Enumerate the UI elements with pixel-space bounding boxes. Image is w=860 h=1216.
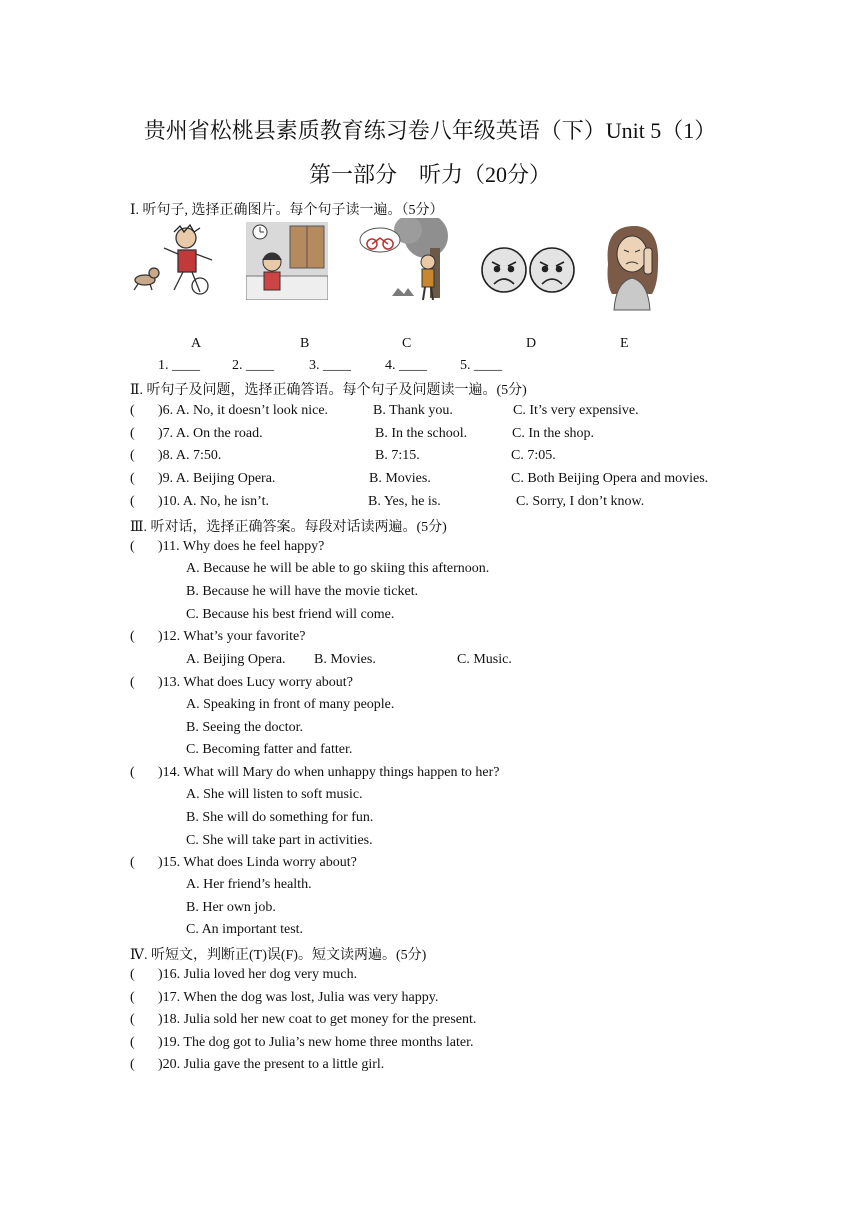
document-title: 贵州省松桃县素质教育练习卷八年级英语（下）Unit 5（1） — [143, 118, 717, 143]
option-9b: B. Movies. — [369, 471, 431, 486]
option-10b: B. Yes, he is. — [368, 494, 441, 509]
option-11c: C. Because his best friend will come. — [186, 607, 395, 622]
option-10c: C. Sorry, I don’t know. — [516, 494, 645, 509]
question-7: )7. A. On the road. — [158, 426, 263, 441]
answer-paren[interactable]: ( — [130, 1012, 135, 1027]
answer-paren[interactable]: ( — [130, 855, 135, 870]
answer-paren[interactable]: ( — [130, 1035, 135, 1050]
answer-paren[interactable]: ( — [130, 990, 135, 1005]
answer-paren[interactable]: ( — [130, 967, 135, 982]
statement-17: )17. When the dog was lost, Julia was very happy. — [158, 990, 439, 1005]
option-13c: C. Becoming fatter and fatter. — [186, 742, 353, 757]
option-12a: A. Beijing Opera. — [186, 652, 286, 667]
question-9: )9. A. Beijing Opera. — [158, 471, 276, 486]
picture-c-boy-tree-bike — [356, 218, 452, 302]
picture-label-d: D — [526, 336, 537, 351]
picture-label-e: E — [620, 336, 629, 351]
picture-label-b: B — [300, 336, 310, 351]
option-15b: B. Her own job. — [186, 900, 276, 915]
answer-paren[interactable]: ( — [130, 675, 135, 690]
answer-paren[interactable]: ( — [130, 539, 135, 554]
answer-blank-1[interactable]: 1. ____ — [158, 358, 200, 373]
option-7b: B. In the school. — [375, 426, 468, 441]
answer-paren[interactable]: ( — [130, 1057, 135, 1072]
option-13a: A. Speaking in front of many people. — [186, 697, 395, 712]
option-9c: C. Both Beijing Opera and movies. — [511, 471, 709, 486]
section-2-heading: Ⅱ. 听句子及问题，选择正确答语。每个句子及问题读一遍。(5分) — [130, 383, 527, 398]
question-13: )13. What does Lucy worry about? — [158, 675, 353, 690]
option-6c: C. It’s very expensive. — [513, 403, 639, 418]
answer-blank-5[interactable]: 5. ____ — [460, 358, 502, 373]
question-11: )11. Why does he feel happy? — [158, 539, 325, 554]
question-8: )8. A. 7:50. — [158, 448, 222, 463]
statement-20: )20. Julia gave the present to a little girl. — [158, 1057, 385, 1072]
question-15: )15. What does Linda worry about? — [158, 855, 357, 870]
option-8c: C. 7:05. — [511, 448, 556, 463]
answer-paren[interactable]: ( — [130, 403, 135, 418]
option-6b: B. Thank you. — [373, 403, 453, 418]
answer-blank-3[interactable]: 3. ____ — [309, 358, 351, 373]
picture-d-crying-faces — [480, 244, 576, 296]
part-heading: 第一部分 听力（20分） — [308, 162, 551, 187]
answer-paren[interactable]: ( — [130, 494, 135, 509]
option-7c: C. In the shop. — [512, 426, 595, 441]
section-1-heading: Ⅰ. 听句子, 选择正确图片。每个句子读一遍。（5分） — [130, 203, 444, 218]
picture-label-c: C — [402, 336, 412, 351]
answer-blank-2[interactable]: 2. ____ — [232, 358, 274, 373]
option-12b: B. Movies. — [314, 652, 376, 667]
option-15c: C. An important test. — [186, 922, 304, 937]
question-10: )10. A. No, he isn’t. — [158, 494, 269, 509]
picture-e-worried-girl — [600, 224, 662, 312]
option-14a: A. She will listen to soft music. — [186, 787, 363, 802]
answer-paren[interactable]: ( — [130, 629, 135, 644]
option-14b: B. She will do something for fun. — [186, 810, 374, 825]
picture-label-a: A — [191, 336, 202, 351]
statement-19: )19. The dog got to Julia’s new home three months later. — [158, 1035, 474, 1050]
option-8b: B. 7:15. — [375, 448, 420, 463]
answer-paren[interactable]: ( — [130, 765, 135, 780]
option-15a: A. Her friend’s health. — [186, 877, 312, 892]
question-12: )12. What’s your favorite? — [158, 629, 306, 644]
option-12c: C. Music. — [457, 652, 512, 667]
picture-a-boy-dog — [128, 224, 232, 298]
answer-blank-4[interactable]: 4. ____ — [385, 358, 427, 373]
picture-b-girl-room — [246, 222, 328, 300]
statement-16: )16. Julia loved her dog very much. — [158, 967, 358, 982]
option-13b: B. Seeing the doctor. — [186, 720, 304, 735]
answer-paren[interactable]: ( — [130, 448, 135, 463]
option-11b: B. Because he will have the movie ticket. — [186, 584, 419, 599]
answer-paren[interactable]: ( — [130, 471, 135, 486]
section-3-heading: Ⅲ. 听对话，选择正确答案。每段对话读两遍。(5分) — [130, 520, 447, 535]
question-6: )6. A. No, it doesn’t look nice. — [158, 403, 329, 418]
answer-paren[interactable]: ( — [130, 426, 135, 441]
option-14c: C. She will take part in activities. — [186, 833, 373, 848]
section-4-heading: Ⅳ. 听短文，判断正(T)误(F)。短文读两遍。(5分) — [130, 948, 427, 963]
question-14: )14. What will Mary do when unhappy things happen to her? — [158, 765, 500, 780]
option-11a: A. Because he will be able to go skiing this afternoon. — [186, 561, 490, 576]
statement-18: )18. Julia sold her new coat to get money for the present. — [158, 1012, 477, 1027]
